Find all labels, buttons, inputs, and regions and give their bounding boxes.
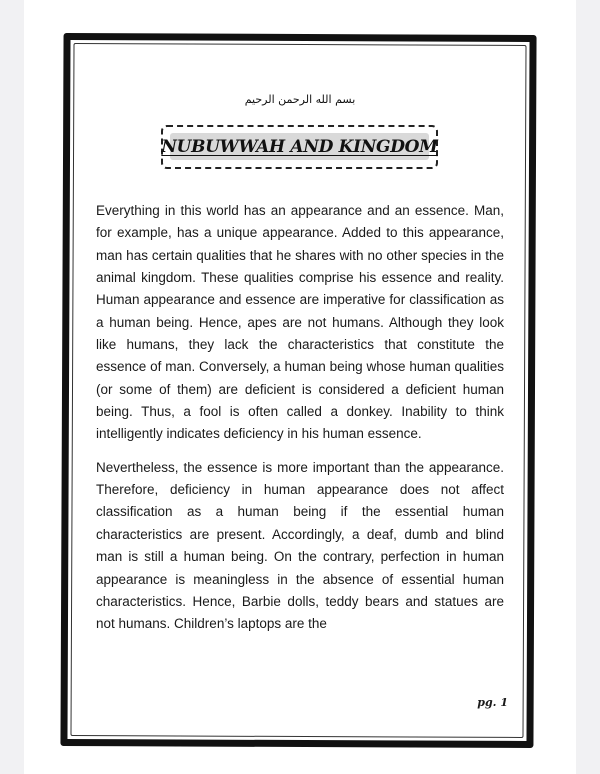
paragraph: Everything in this world has an appearance and an essence. Man, for example, has a unique appearance. Added to this appearance, man has certain qualities that he shares with no other species in the animal kingdom. These qualities comprise his essence and reality. Human appearance and essence are imperative for classification as a human being. Hence, apes are not humans. Although they look like humans, they lack the characteristics that constitute the essence of man. Conversely, a human being whose human qualities (or some of them) are deficient is considered a deficient human being. Thus, a fool is often called a donkey. Inability to think intelligently indicates deficiency in his human essence. <box>96 203 504 442</box>
title-background <box>161 133 438 160</box>
title-box <box>161 125 438 169</box>
page-number: pg. 1 <box>477 696 508 709</box>
paragraph: Nevertheless, the essence is more important than the appearance. Therefore, deficiency in human appearance does not affect classification as a human being if the essential human characteristics are present. Accordingly, a deaf, dumb and blind man is still a human being. On the contrary, perfection in human appearance is meaningless in the absence of essential human characteristics. Hence, Barbie dolls, teddy bears and statues are not humans. Children’s laptops are the <box>96 459 504 632</box>
body-text <box>96 200 504 636</box>
page-title: NUBUWWAH AND KINGDOM <box>161 136 438 157</box>
basmala-heading: بسم الله الرحمن الرحيم <box>244 93 356 106</box>
